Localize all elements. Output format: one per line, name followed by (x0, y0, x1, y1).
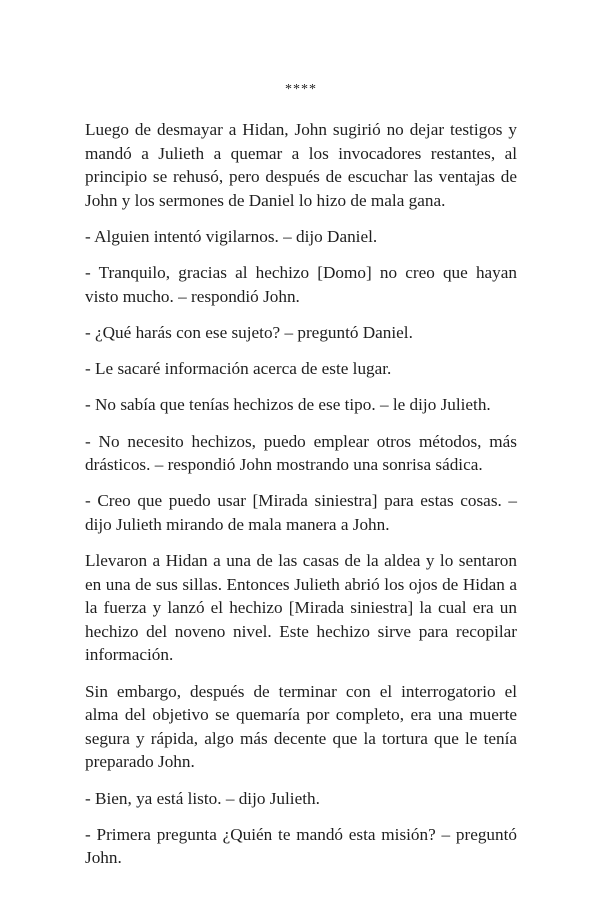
dialogue-line: - Tranquilo, gracias al hechizo [Domo] no creo que hayan visto mucho. – respondió John. (85, 263, 517, 306)
dialogue-line: - No sabía que tenías hechizos de ese tipo. – le dijo Julieth. (85, 395, 491, 415)
page-body (85, 118, 517, 883)
dialogue-line: - Bien, ya está listo. – dijo Julieth. (85, 788, 320, 808)
dialogue-line: - ¿Qué harás con ese sujeto? – preguntó Daniel. (85, 322, 413, 342)
dialogue-line: - Le sacaré información acerca de este lugar. (85, 359, 392, 379)
dialogue-line: - Alguien intentó vigilarnos. – dijo Daniel. (85, 226, 378, 246)
paragraph: Sin embargo, después de terminar con el interrogatorio el alma del objetivo se quemaría por completo, era una muerte segura y rápida, algo más decente que la tortura que le tenía preparado John. (85, 681, 517, 772)
dialogue-line: - Primera pregunta ¿Quién te mandó esta misión? – preguntó John. (85, 824, 517, 868)
dialogue-line: - Creo que puedo usar [Mirada siniestra] para estas cosas. – dijo Julieth mirando de mala manera a John. (85, 491, 517, 534)
paragraph: Luego de desmayar a Hidan, John sugirió no dejar testigos y mandó a Julieth a quemar a los invocadores restantes, al principio se rehusó, pero después de escuchar las ventajas de John y los sermones de Daniel lo hizo de mala gana. (85, 120, 517, 210)
dialogue-line: - No necesito hechizos, puedo emplear otros métodos, más drásticos. – respondió John mostrando una sonrisa sádica. (85, 431, 517, 475)
scene-separator: **** (285, 82, 317, 97)
paragraph: Llevaron a Hidan a una de las casas de la aldea y lo sentaron en una de sus sillas. Entonces Julieth abrió los ojos de Hidan a la fuerza y lanzó el hechizo [Mirada siniestra] la cual era un hechizo del noveno nivel. Este hechizo sirve para recopilar información. (85, 551, 517, 665)
